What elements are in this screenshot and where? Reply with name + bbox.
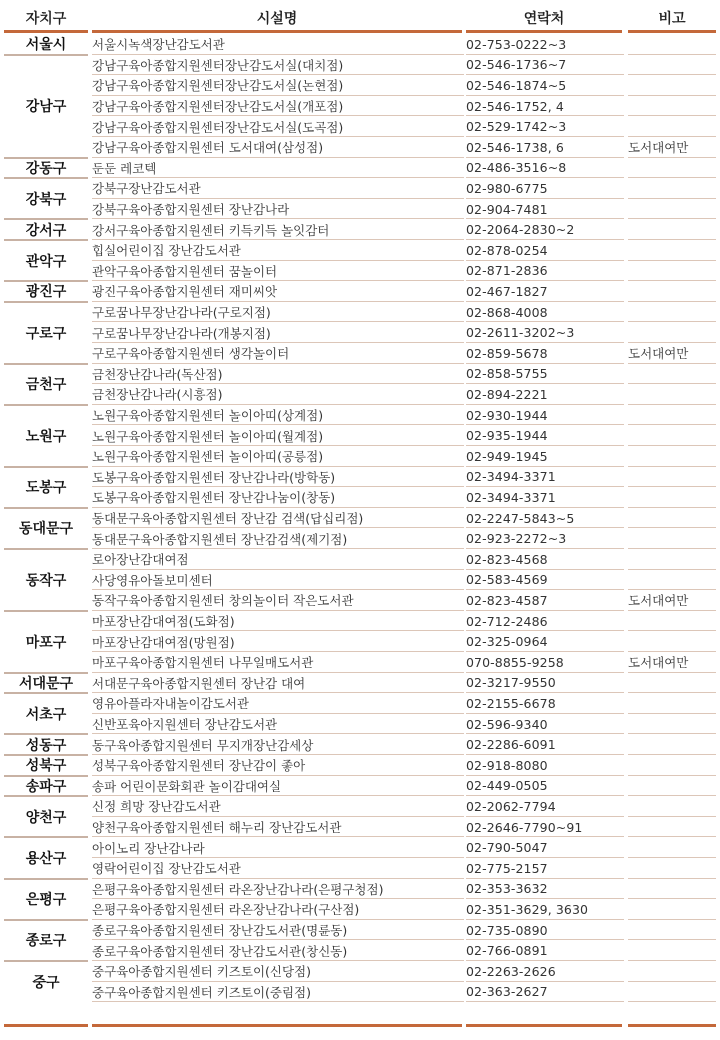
note-cell xyxy=(628,879,720,900)
district-label: 강북구 xyxy=(25,191,67,208)
facility-name: 성북구육아종합지원센터 장난감이 좋아 xyxy=(92,758,306,774)
district-label: 관악구 xyxy=(25,253,67,270)
table-row xyxy=(0,487,720,508)
phone-number: 02-467-1827 xyxy=(466,283,548,299)
table-row xyxy=(0,343,720,364)
phone-number: 02-546-1738, 6 xyxy=(466,139,564,155)
phone-number: 02-3494-3371 xyxy=(466,489,556,505)
phone-number: 02-583-4569 xyxy=(466,572,548,588)
note-cell: 도서대여만 xyxy=(628,140,689,156)
note-cell xyxy=(628,364,720,385)
note-cell xyxy=(628,240,720,261)
note-cell xyxy=(628,817,720,838)
table-row xyxy=(0,899,720,920)
note-cell xyxy=(628,219,720,240)
note-cell xyxy=(628,446,720,467)
district-label: 용산구 xyxy=(25,850,67,867)
facility-name: 마포구육아종합지원센터 나무일매도서관 xyxy=(92,655,314,671)
facility-name: 로아장난감대여점 xyxy=(92,552,189,568)
phone-number: 02-858-5755 xyxy=(466,366,548,382)
facility-name: 도봉구육아종합지원센터 장난감나라(방학동) xyxy=(92,469,336,485)
header-rule-contact xyxy=(466,30,622,33)
phone-number: 02-980-6775 xyxy=(466,180,548,196)
facility-name: 동대문구육아종합지원센터 장난감 검색(답십리점) xyxy=(92,511,364,527)
header-rule-note xyxy=(628,30,716,33)
facility-name: 도봉구육아종합지원센터 장난감나눔이(창동) xyxy=(92,490,336,506)
table-row xyxy=(0,467,720,488)
facility-name: 노원구육아종합지원센터 놀이아띠(상계점) xyxy=(92,408,324,424)
facility-name: 서대문구육아종합지원센터 장난감 대여 xyxy=(92,675,306,691)
facility-name: 영유아플라자내놀이감도서관 xyxy=(92,696,249,712)
phone-number: 02-2247-5843~5 xyxy=(466,510,575,526)
phone-number: 02-918-8080 xyxy=(466,757,548,773)
facility-name: 동구육아종합지원센터 무지개장난감세상 xyxy=(92,737,314,753)
facility-name: 마포장난감대여점(도화점) xyxy=(92,614,235,630)
table-row xyxy=(0,920,720,941)
note-cell: 도서대여만 xyxy=(628,655,689,671)
facility-name: 강남구육아종합지원센터장난감도서실(대치점) xyxy=(92,57,344,73)
note-cell xyxy=(628,734,720,755)
facility-name: 강서구육아종합지원센터 키득키득 놀잇감터 xyxy=(92,222,330,238)
table-row xyxy=(0,384,720,405)
table-row xyxy=(0,240,720,261)
facility-name: 금천장난감나라(독산점) xyxy=(92,366,223,382)
phone-number: 02-546-1752, 4 xyxy=(466,98,564,114)
table-row xyxy=(0,55,720,76)
note-cell xyxy=(628,508,720,529)
note-cell xyxy=(628,34,720,55)
table-row xyxy=(0,879,720,900)
facility-name: 동대문구육아종합지원센터 장난감검색(제기점) xyxy=(92,531,348,547)
phone-number: 02-753-0222~3 xyxy=(466,36,567,52)
note-cell xyxy=(628,837,720,858)
facility-name: 구로꿈나무장난감나라(구로지점) xyxy=(92,305,271,321)
table-row xyxy=(0,199,720,220)
facility-name: 은평구육아종합지원센터 라온장난감나라(구산점) xyxy=(92,902,360,918)
header-district: 자치구 xyxy=(25,11,67,27)
facility-name: 노원구육아종합지원센터 놀이아띠(공릉점) xyxy=(92,449,324,465)
phone-number: 02-596-9340 xyxy=(466,716,548,732)
district-label: 마포구 xyxy=(25,634,67,651)
phone-number: 02-351-3629, 3630 xyxy=(466,901,589,917)
facility-name: 구로꿈나무장난감나라(개봉지점) xyxy=(92,325,271,341)
facility-name: 아이노리 장난감나라 xyxy=(92,840,205,856)
note-cell xyxy=(628,322,720,343)
facility-name: 사당영유아돌보미센터 xyxy=(92,572,213,588)
phone-number: 02-823-4568 xyxy=(466,551,548,567)
table-row xyxy=(0,446,720,467)
phone-number: 02-3217-9550 xyxy=(466,675,556,691)
facility-name: 강남구육아종합지원센터장난감도서실(개포점) xyxy=(92,99,344,115)
note-cell xyxy=(628,281,720,302)
note-cell xyxy=(628,384,720,405)
table-row xyxy=(0,528,720,549)
phone-number: 02-904-7481 xyxy=(466,201,548,217)
facility-name: 중구육아종합지원센터 키즈토이(신당점) xyxy=(92,964,312,980)
district-label: 강남구 xyxy=(25,99,67,116)
note-cell xyxy=(628,549,720,570)
table-row xyxy=(0,776,720,797)
phone-number: 02-449-0505 xyxy=(466,778,548,794)
phone-number: 02-859-5678 xyxy=(466,345,548,361)
district-label: 중구 xyxy=(32,974,60,991)
header-facility: 시설명 xyxy=(256,11,298,27)
facility-name: 강북구장난감도서관 xyxy=(92,181,201,197)
phone-number: 02-546-1736~7 xyxy=(466,57,567,73)
header-rule-district xyxy=(4,30,88,33)
table-row xyxy=(0,281,720,302)
district-label: 서울시 xyxy=(25,37,67,54)
phone-number: 02-823-4587 xyxy=(466,592,548,608)
note-cell xyxy=(628,961,720,982)
facility-name: 은평구육아종합지원센터 라온장난감나라(은평구청점) xyxy=(92,881,384,897)
table-row xyxy=(0,364,720,385)
note-cell xyxy=(628,55,720,76)
note-cell xyxy=(628,858,720,879)
note-cell xyxy=(628,755,720,776)
note-cell xyxy=(628,714,720,735)
note-cell xyxy=(628,920,720,941)
district-label: 금천구 xyxy=(25,377,67,394)
table-row xyxy=(0,570,720,591)
table-row xyxy=(0,405,720,426)
footer-rule-district xyxy=(4,1024,88,1027)
facility-name: 힙실어린이집 장난감도서관 xyxy=(92,243,241,259)
facility-name: 둔둔 레코텍 xyxy=(92,160,157,176)
facility-name: 영락어린이집 장난감도서관 xyxy=(92,861,241,877)
facility-name: 양천구육아종합지원센터 해누리 장난감도서관 xyxy=(92,820,342,836)
phone-number: 02-735-0890 xyxy=(466,922,548,938)
note-cell xyxy=(628,776,720,797)
phone-number: 02-712-2486 xyxy=(466,613,548,629)
phone-number: 02-871-2836 xyxy=(466,263,548,279)
phone-number: 070-8855-9258 xyxy=(466,654,564,670)
note-cell xyxy=(628,611,720,632)
note-cell xyxy=(628,158,720,179)
district-label: 송파구 xyxy=(25,778,67,795)
district-label: 강동구 xyxy=(25,160,67,177)
header-contact: 연락처 xyxy=(523,11,565,27)
table-row xyxy=(0,261,720,282)
phone-number: 02-353-3632 xyxy=(466,881,548,897)
note-cell xyxy=(628,570,720,591)
note-cell xyxy=(628,467,720,488)
facility-name: 강남구육아종합지원센터장난감도서실(논현점) xyxy=(92,78,344,94)
note-cell xyxy=(628,982,720,1003)
district-label: 양천구 xyxy=(25,809,67,826)
phone-number: 02-775-2157 xyxy=(466,860,548,876)
table-row xyxy=(0,982,720,1003)
footer-rule-contact xyxy=(466,1024,622,1027)
table-row xyxy=(0,714,720,735)
phone-number: 02-949-1945 xyxy=(466,448,548,464)
district-label: 광진구 xyxy=(25,284,67,301)
table-row xyxy=(0,611,720,632)
phone-number: 02-935-1944 xyxy=(466,428,548,444)
phone-number: 02-3494-3371 xyxy=(466,469,556,485)
table-row xyxy=(0,116,720,137)
district-label: 구로구 xyxy=(25,325,67,342)
phone-number: 02-325-0964 xyxy=(466,634,548,650)
note-cell xyxy=(628,673,720,694)
table-row xyxy=(0,508,720,529)
district-label: 동대문구 xyxy=(18,521,74,538)
phone-number: 02-766-0891 xyxy=(466,943,548,959)
row-divider xyxy=(628,1001,716,1002)
note-cell: 도서대여만 xyxy=(628,593,689,609)
note-cell: 도서대여만 xyxy=(628,346,689,362)
facility-name: 송파 어린이문화회관 놀이감대여실 xyxy=(92,778,282,794)
facility-name: 중구육아종합지원센터 키즈토이(중림점) xyxy=(92,984,312,1000)
district-label: 도봉구 xyxy=(25,480,67,497)
facility-name: 노원구육아종합지원센터 놀이아띠(월계점) xyxy=(92,428,324,444)
table-row xyxy=(0,858,720,879)
phone-number: 02-2155-6678 xyxy=(466,695,556,711)
phone-number: 02-868-4008 xyxy=(466,304,548,320)
table-row xyxy=(0,219,720,240)
facility-name: 관악구육아종합지원센터 꿈놀이터 xyxy=(92,263,278,279)
facility-name: 종로구육아종합지원센터 장난감도서관(명륜동) xyxy=(92,923,348,939)
table-row xyxy=(0,158,720,179)
note-cell xyxy=(628,487,720,508)
row-divider xyxy=(92,1001,464,1002)
table-row xyxy=(0,631,720,652)
facility-name: 강북구육아종합지원센터 장난감나라 xyxy=(92,202,290,218)
facility-name: 강남구육아종합지원센터장난감도서실(도곡점) xyxy=(92,119,344,135)
note-cell xyxy=(628,261,720,282)
note-cell xyxy=(628,693,720,714)
phone-number: 02-790-5047 xyxy=(466,840,548,856)
note-cell xyxy=(628,96,720,117)
header-rule-facility xyxy=(92,30,462,33)
note-cell xyxy=(628,75,720,96)
district-label: 동작구 xyxy=(25,572,67,589)
note-cell xyxy=(628,302,720,323)
district-label: 종로구 xyxy=(25,933,67,950)
table-row xyxy=(0,75,720,96)
table-row xyxy=(0,673,720,694)
district-label: 성동구 xyxy=(25,737,67,754)
phone-number: 02-529-1742~3 xyxy=(466,119,567,135)
table-row xyxy=(0,796,720,817)
footer-rule-note xyxy=(628,1024,716,1027)
district-label: 은평구 xyxy=(25,892,67,909)
facility-name: 신정 희망 장난감도서관 xyxy=(92,799,221,815)
table-row xyxy=(0,817,720,838)
table-row xyxy=(0,137,720,158)
phone-number: 02-878-0254 xyxy=(466,242,548,258)
facility-name: 광진구육아종합지원센터 재미씨앗 xyxy=(92,284,278,300)
table-row xyxy=(0,590,720,611)
table-row xyxy=(0,961,720,982)
note-cell xyxy=(628,631,720,652)
table-row xyxy=(0,837,720,858)
phone-number: 02-894-2221 xyxy=(466,386,548,402)
facility-name: 종로구육아종합지원센터 장난감도서관(창신동) xyxy=(92,943,348,959)
phone-number: 02-2263-2626 xyxy=(466,963,556,979)
facility-name: 동작구육아종합지원센터 창의놀이터 작은도서관 xyxy=(92,593,354,609)
phone-number: 02-2064-2830~2 xyxy=(466,222,575,238)
table-row xyxy=(0,734,720,755)
table-row xyxy=(0,693,720,714)
facility-name: 강남구육아종합지원센터 도서대여(삼성점) xyxy=(92,140,324,156)
phone-number: 02-923-2272~3 xyxy=(466,531,567,547)
row-divider xyxy=(466,1001,624,1002)
note-cell xyxy=(628,405,720,426)
facility-name: 마포장난감대여점(망원점) xyxy=(92,634,235,650)
phone-number: 02-363-2627 xyxy=(466,984,548,1000)
table-row xyxy=(0,940,720,961)
note-cell xyxy=(628,116,720,137)
phone-number: 02-546-1874~5 xyxy=(466,77,567,93)
note-cell xyxy=(628,528,720,549)
phone-number: 02-2062-7794 xyxy=(466,798,556,814)
phone-number: 02-930-1944 xyxy=(466,407,548,423)
table-row xyxy=(0,322,720,343)
table-row xyxy=(0,755,720,776)
district-label: 노원구 xyxy=(25,428,67,445)
note-cell xyxy=(628,425,720,446)
note-cell xyxy=(628,899,720,920)
phone-number: 02-2286-6091 xyxy=(466,737,556,753)
note-cell xyxy=(628,940,720,961)
facility-name: 서울시녹색장난감도서관 xyxy=(92,37,225,53)
phone-number: 02-2611-3202~3 xyxy=(466,325,575,341)
district-label: 성북구 xyxy=(25,758,67,775)
note-cell xyxy=(628,199,720,220)
note-cell xyxy=(628,796,720,817)
table-row xyxy=(0,96,720,117)
facility-name: 금천장난감나라(시흥점) xyxy=(92,387,223,403)
table-row xyxy=(0,34,720,55)
table-row xyxy=(0,549,720,570)
phone-number: 02-2646-7790~91 xyxy=(466,819,583,835)
table-row xyxy=(0,178,720,199)
header-note: 비고 xyxy=(658,11,686,27)
table-row xyxy=(0,652,720,673)
district-label: 강서구 xyxy=(25,222,67,239)
table-row xyxy=(0,302,720,323)
note-cell xyxy=(628,178,720,199)
phone-number: 02-486-3516~8 xyxy=(466,160,567,176)
district-label: 서대문구 xyxy=(18,675,74,692)
facility-name: 구로구육아종합지원센터 생각놀이터 xyxy=(92,346,290,362)
facility-name: 신반포육아지원센터 장난감도서관 xyxy=(92,717,278,733)
district-label: 서초구 xyxy=(25,706,67,723)
footer-rule-facility xyxy=(92,1024,462,1027)
table-row xyxy=(0,425,720,446)
